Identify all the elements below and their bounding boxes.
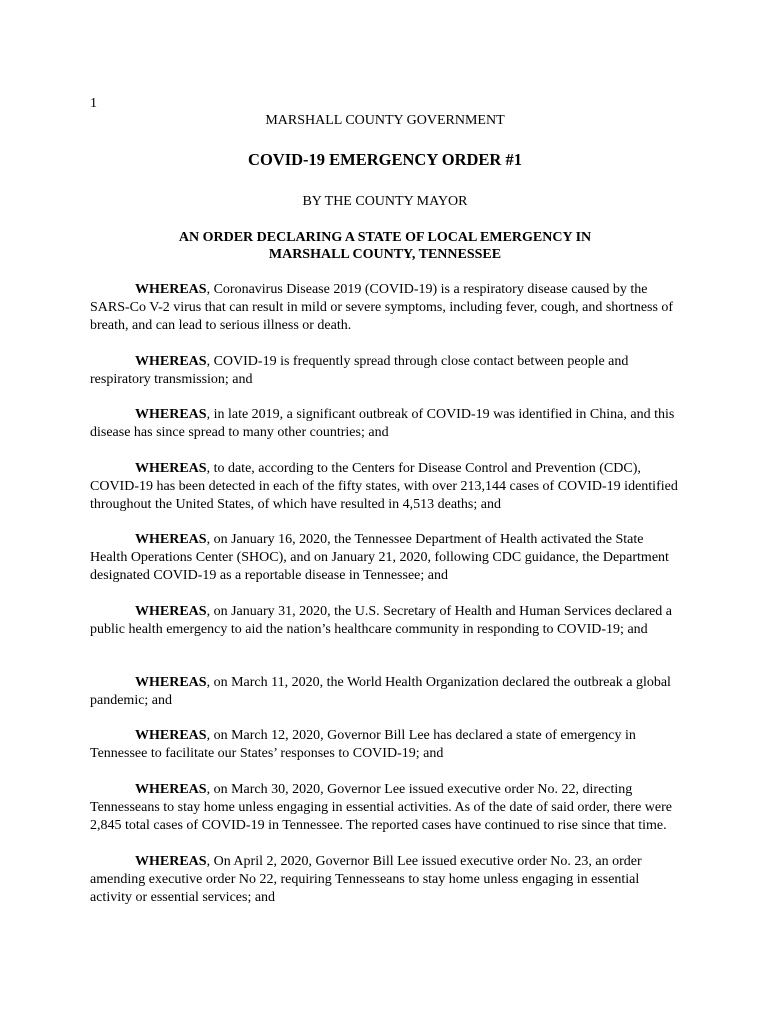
document-title: COVID-19 EMERGENCY ORDER #1 [248,150,522,169]
whereas-paragraph [90,353,680,389]
whereas-text: , COVID-19 is frequently spread through close contact between people and respiratory transmission; and [90,354,629,387]
document-byline: BY THE COUNTY MAYOR [302,194,468,209]
whereas-paragraph [90,531,680,585]
order-heading-line2: MARSHALL COUNTY, TENNESSEE [268,247,502,262]
order-heading [0,229,770,263]
document-header: MARSHALL COUNTY GOVERNMENT [265,113,505,128]
whereas-paragraph [90,853,680,907]
whereas-lead: WHEREAS [135,854,207,869]
whereas-lead: WHEREAS [135,282,207,297]
whereas-lead: WHEREAS [135,461,207,476]
whereas-lead: WHEREAS [135,782,207,797]
whereas-text: , On April 2, 2020, Governor Bill Lee issued executive order No. 23, an order amending executive order No 22, requiring Tennesseans to stay home unless engaging in essential activity or essential services; and [90,854,642,905]
whereas-lead: WHEREAS [135,532,207,547]
whereas-text: , on March 12, 2020, Governor Bill Lee has declared a state of emergency in Tennessee to facilitate our States’ responses to COVID-19; and [90,728,636,761]
whereas-text: , to date, according to the Centers for Disease Control and Prevention (CDC), COVID-19 has been detected in each of the fifty states, with over 213,144 cases of COVID-19 identified throughout the United States, of which have resulted in 4,513 deaths; and [90,461,678,512]
whereas-text: , on March 11, 2020, the World Health Organization declared the outbreak a global pandemic; and [90,675,671,708]
whereas-paragraph [90,781,680,835]
whereas-paragraph [90,603,680,639]
whereas-paragraph [90,674,680,710]
whereas-lead: WHEREAS [135,675,207,690]
whereas-text: , Coronavirus Disease 2019 (COVID-19) is a respiratory disease caused by the SARS-Co V-2 virus that can result in mild or severe symptoms, including fever, cough, and shortness of breath, and can lead to serious illness or death. [90,282,674,333]
whereas-text: , on January 31, 2020, the U.S. Secretary of Health and Human Services declared a public health emergency to aid the nation’s healthcare community in responding to COVID-19; and [90,604,672,637]
whereas-lead: WHEREAS [135,604,207,619]
whereas-paragraph [90,281,680,335]
order-heading-line1: AN ORDER DECLARING A STATE OF LOCAL EMERGENCY IN [178,230,592,245]
whereas-text: , on January 16, 2020, the Tennessee Department of Health activated the State Health Operations Center (SHOC), and on January 21, 2020, following CDC guidance, the Department designated COVID-19 as a reportable disease in Tennessee; and [90,532,669,583]
whereas-lead: WHEREAS [135,354,207,369]
whereas-paragraph [90,460,680,514]
whereas-lead: WHEREAS [135,407,207,422]
whereas-paragraph [90,406,680,442]
whereas-text: , on March 30, 2020, Governor Lee issued executive order No. 22, directing Tennesseans to stay home unless engaging in essential activities. As of the date of said order, there were 2,845 total cases of COVID-19 in Tennessee. The reported cases have continued to rise since that time. [90,782,673,833]
page-number: 1 [90,96,97,111]
whereas-lead: WHEREAS [135,728,207,743]
whereas-paragraph [90,727,680,763]
whereas-text: , in late 2019, a significant outbreak of COVID-19 was identified in China, and this disease has since spread to many other countries; and [90,407,675,440]
